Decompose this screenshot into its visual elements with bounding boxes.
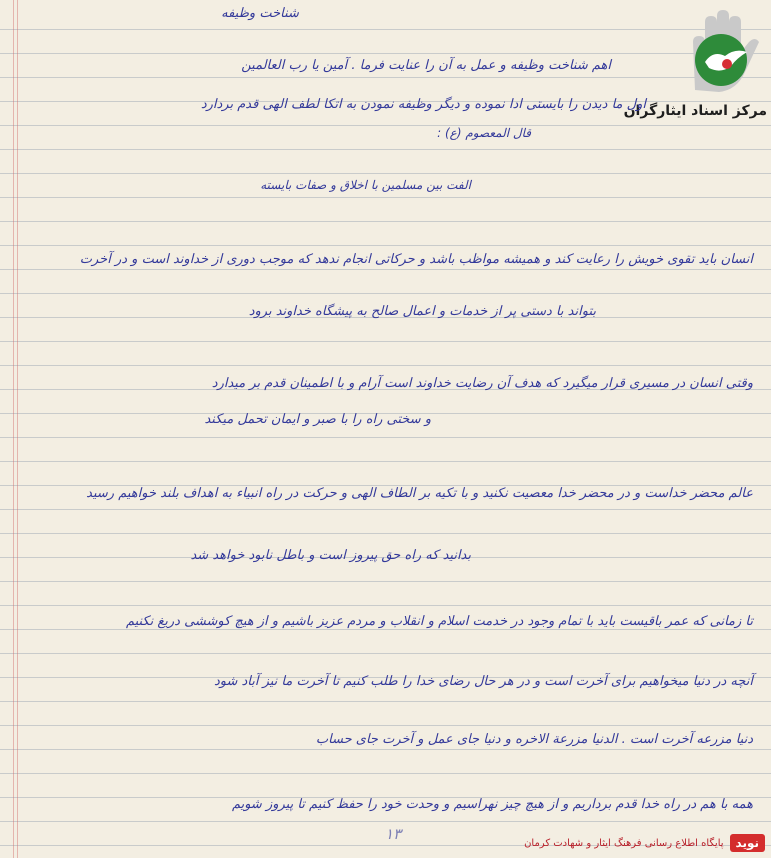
handwritten-line: بتواند با دستی پر از خدمات و اعمال صالح به پیشگاه خداوند برود	[248, 304, 596, 319]
footer-text: پایگاه اطلاع رسانی فرهنگ ایثار و شهادت کرمان	[524, 837, 724, 849]
handwritten-line: و سختی راه را با صبر و ایمان تحمل میکند	[204, 412, 431, 427]
handwritten-line: دنیا مزرعه آخرت است . الدنیا مزرعة الاخره و دنیا جای عمل و آخرت جای حساب	[315, 732, 753, 747]
handwritten-line: همه با هم در راه خدا قدم برداریم و از هیچ چیز نهراسیم و وحدت خود را حفظ کنیم تا پیروز شویم	[231, 797, 753, 812]
org-name: مرکز اسناد ایثارگران	[623, 103, 767, 119]
margin-line	[17, 0, 18, 858]
letter-title: شناخت وظیفه	[221, 6, 299, 21]
margin-line	[13, 0, 14, 858]
hand-bird-logo-icon	[665, 2, 765, 102]
handwritten-line: بدانید که راه حق پیروز است و باطل نابود خواهد شد	[190, 548, 471, 563]
handwritten-line: قال المعصوم (ع) :	[437, 126, 531, 140]
handwritten-line: اول ما دیدن را بایستی ادا نموده و دیگر وظیفه نمودن به اتکا لطف الهی قدم بردارد	[200, 97, 646, 112]
page-number: ۱۳	[385, 825, 402, 843]
handwritten-line: آنچه در دنیا میخواهیم برای آخرت است و در هر حال رضای خدا را طلب کنیم تا آخرت ما نیز آباد شود	[213, 674, 753, 689]
handwritten-line: اهم شناخت وظیفه و عمل به آن را عنایت فرما . آمین یا رب العالمین	[241, 58, 611, 73]
handwritten-line: وقتی انسان در مسیری قرار میگیرد که هدف آن رضایت خداوند است آرام و با اطمینان قدم بر میدارد	[211, 376, 753, 391]
handwritten-line: انسان باید تقوی خویش را رعایت کند و همیشه مواظب باشد و حرکاتی انجام ندهد که موجب دوری از خداوند است و در آخرت	[79, 252, 753, 267]
handwritten-line: الفت بین مسلمین با اخلاق و صفات بایسته	[260, 178, 471, 192]
handwritten-line: تا زمانی که عمر باقیست باید با تمام وجود در خدمت اسلام و انقلاب و مردم عزیز باشیم و از هیچ کوششی دریغ نکنیم	[125, 614, 753, 629]
handwritten-line: عالم محضر خداست و در محضر خدا معصیت نکنید و با تکیه بر الطاف الهی و حرکت در راه انبیاء به اهداف بلند خواهیم رسید	[86, 486, 753, 501]
footer-watermark	[524, 832, 765, 854]
footer-badge: نوید	[730, 834, 765, 852]
